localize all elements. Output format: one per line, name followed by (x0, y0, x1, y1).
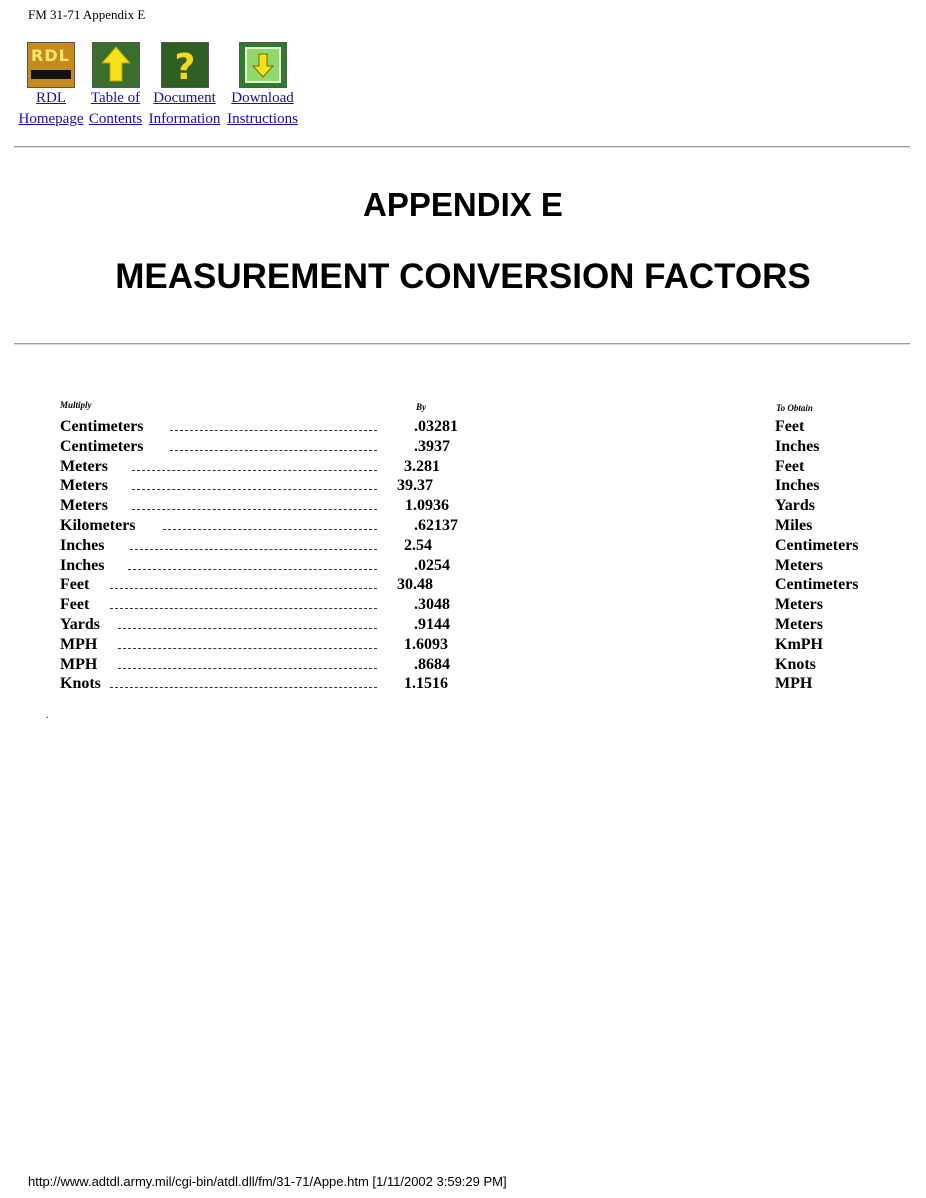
row-to-unit: Meters (775, 556, 823, 574)
nav-dl-line1[interactable]: Download (231, 90, 294, 106)
table-row (0, 497, 926, 517)
down-arrow-glyph (240, 43, 286, 87)
row-factor: 1.0936 (405, 497, 449, 515)
row-from-unit: Centimeters (60, 437, 144, 455)
question-mark-glyph (162, 43, 208, 87)
row-from-unit: Meters (60, 457, 108, 475)
row-factor: .3937 (414, 437, 450, 455)
row-leader-line (128, 569, 377, 570)
row-to-unit: Yards (775, 497, 816, 515)
up-arrow-icon[interactable] (92, 42, 140, 88)
nav-rdl-homepage[interactable] (18, 42, 84, 130)
row-to-unit: KmPH (775, 635, 823, 653)
row-leader-line (132, 509, 377, 510)
row-to-unit: Meters (775, 616, 823, 633)
row-factor: 39.37 (397, 477, 433, 495)
svg-text:?: ? (174, 47, 195, 87)
column-header-multiply: Multiply (60, 400, 92, 410)
nav-toc-line2[interactable]: Contents (88, 111, 143, 127)
row-from-unit: MPH (60, 635, 98, 653)
row-leader-line (118, 648, 377, 649)
row-from-unit: Feet (60, 576, 90, 594)
table-row (0, 438, 926, 458)
top-divider (14, 146, 910, 148)
row-from-unit: Inches (60, 536, 105, 554)
nav-document-information[interactable] (147, 42, 222, 130)
nav-toc-line1[interactable]: Table of (90, 90, 141, 106)
row-leader-line (118, 668, 377, 669)
nav-rdl-line1[interactable]: RDL (36, 90, 66, 106)
row-from-unit: Centimeters (60, 418, 144, 435)
page-header-title: FM 31-71 Appendix E (28, 7, 146, 22)
row-factor: 30.48 (397, 576, 433, 594)
up-arrow-glyph (93, 43, 139, 87)
rdl-logo-text: RDL (31, 46, 70, 65)
page-footer-url: http://www.adtdl.army.mil/cgi-bin/atdl.dll/fm/31-71/Appe.htm [1/11/2002 3:59:29 PM] (28, 1174, 507, 1189)
row-factor: 3.281 (404, 457, 440, 475)
nav-table-of-contents[interactable] (87, 42, 144, 130)
row-factor: .03281 (414, 418, 458, 435)
rdl-logo-bar (31, 70, 71, 79)
row-from-unit: Feet (60, 596, 90, 614)
row-from-unit: Inches (60, 556, 105, 574)
row-to-unit: Miles (775, 517, 813, 534)
middle-divider (14, 343, 910, 345)
table-row (0, 616, 926, 636)
question-mark-icon[interactable] (161, 42, 209, 88)
nav-bar (18, 42, 303, 130)
row-to-unit: MPH (775, 675, 813, 693)
stray-dot: . (46, 710, 49, 721)
row-factor: .62137 (414, 517, 458, 534)
row-from-unit: Meters (60, 497, 108, 515)
table-row (0, 517, 926, 537)
row-from-unit: Knots (60, 675, 101, 693)
row-leader-line (110, 608, 377, 609)
row-from-unit: Kilometers (60, 517, 136, 534)
nav-download-instructions[interactable] (225, 42, 300, 130)
row-leader-line (170, 450, 377, 451)
table-row (0, 477, 926, 497)
row-to-unit: Centimeters (775, 576, 859, 594)
row-to-unit: Feet (775, 418, 805, 435)
page-title: MEASUREMENT CONVERSION FACTORS (115, 257, 811, 296)
table-row (0, 537, 926, 557)
row-to-unit: Inches (775, 477, 820, 495)
table-row (0, 675, 926, 695)
row-to-unit: Inches (775, 437, 820, 455)
row-leader-line (132, 470, 377, 471)
row-leader-line (163, 529, 377, 530)
table-row (0, 418, 926, 438)
nav-doc-line2[interactable]: Information (148, 111, 221, 127)
row-factor: 1.6093 (404, 635, 448, 653)
row-leader-line (110, 687, 377, 688)
row-leader-line (118, 628, 377, 629)
row-factor: .3048 (414, 596, 450, 614)
row-to-unit: Feet (775, 457, 805, 475)
row-factor: .8684 (414, 655, 450, 673)
table-row (0, 596, 926, 616)
rdl-logo-icon[interactable] (27, 42, 75, 88)
row-factor: 1.1516 (404, 675, 448, 693)
table-row (0, 656, 926, 676)
column-header-to-obtain: To Obtain (776, 403, 813, 413)
nav-rdl-line2[interactable]: Homepage (18, 111, 84, 127)
table-row (0, 636, 926, 656)
row-factor: .0254 (414, 556, 450, 574)
row-from-unit: Yards (60, 616, 101, 633)
row-from-unit: MPH (60, 655, 98, 673)
column-header-by: By (416, 402, 426, 412)
row-leader-line (130, 549, 377, 550)
row-from-unit: Meters (60, 477, 108, 495)
appendix-title: APPENDIX E (363, 186, 563, 223)
row-factor: .9144 (414, 616, 450, 633)
row-to-unit: Knots (775, 655, 816, 673)
row-leader-line (110, 588, 377, 589)
row-leader-line (132, 489, 377, 490)
nav-dl-line2[interactable]: Instructions (227, 111, 298, 127)
table-row (0, 458, 926, 478)
row-to-unit: Centimeters (775, 536, 859, 554)
row-leader-line (170, 430, 377, 431)
table-row (0, 576, 926, 596)
row-factor: 2.54 (404, 536, 432, 554)
table-row (0, 557, 926, 577)
down-arrow-icon[interactable] (239, 42, 287, 88)
row-to-unit: Meters (775, 596, 823, 614)
nav-doc-line1[interactable]: Document (153, 90, 216, 106)
